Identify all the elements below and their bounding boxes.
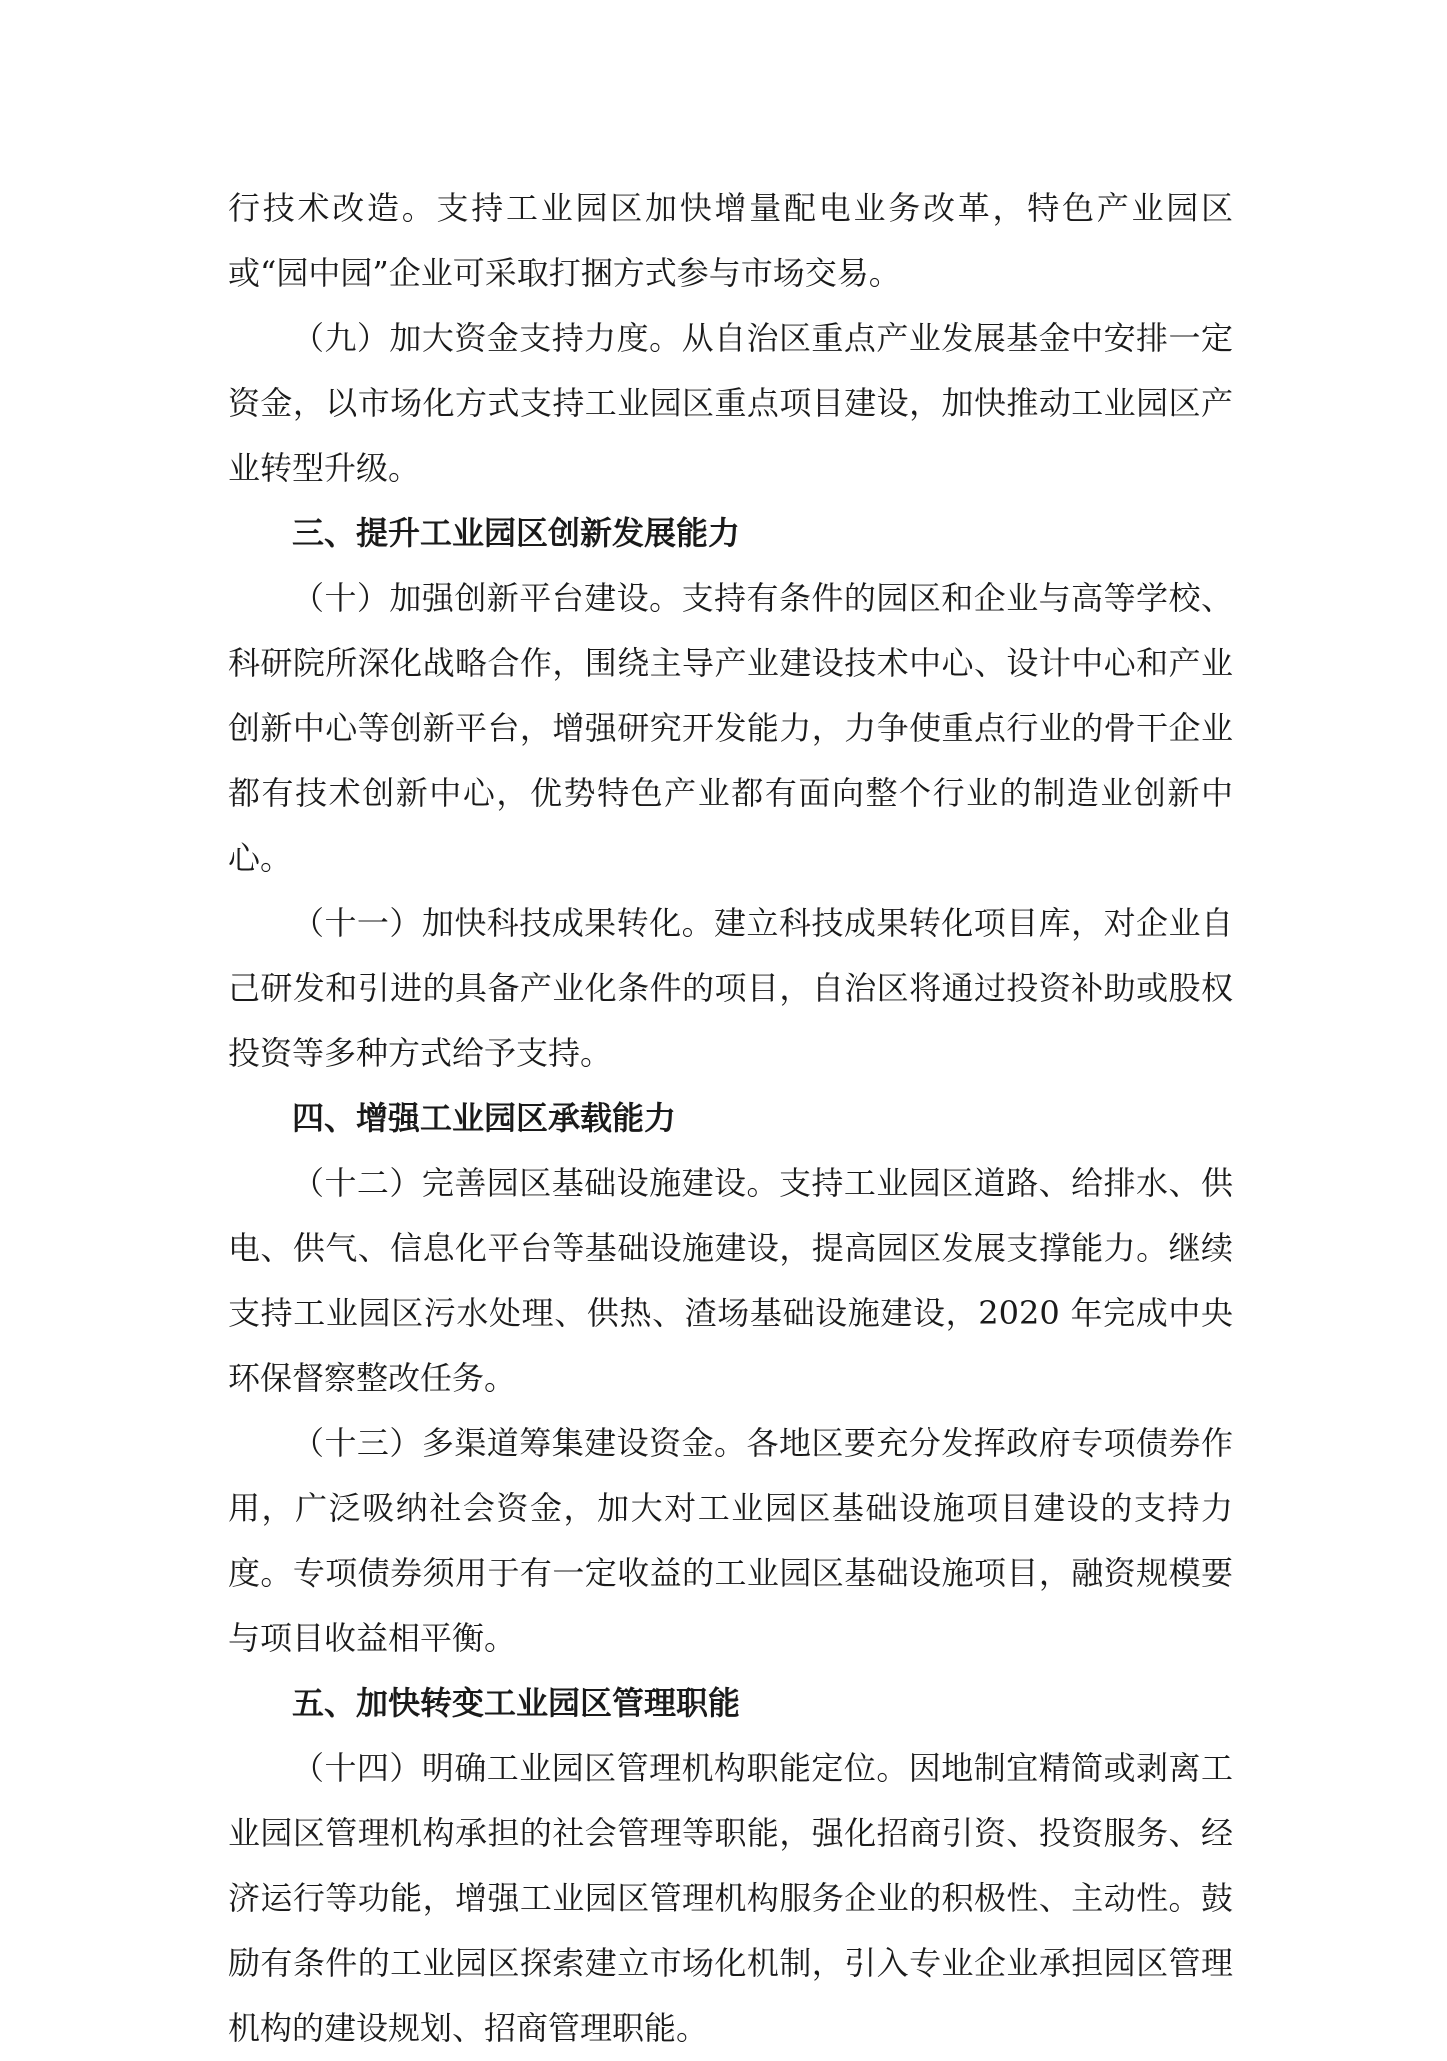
paragraph-item-10: （十）加强创新平台建设。支持有条件的园区和企业与高等学校、科研院所深化战略合作，围绕主导产业建设技术中心、设计中心和产业创新中心等创新平台，增强研究开发能力，力争使重点行业的骨干企业都有技术创新中心，优势特色产业都有面向整个行业的制造业创新中心。 <box>228 579 1233 877</box>
paragraph-item-14: （十四）明确工业园区管理机构职能定位。因地制宜精简或剥离工业园区管理机构承担的社会管理等职能，强化招商引资、投资服务、经济运行等功能，增强工业园区管理机构服务企业的积极性、主动性。鼓励有条件的工业园区探索建立市场化机制，引入专业企业承担园区管理机构的建设规划、招商管理职能。 <box>228 1749 1233 2047</box>
paragraph-item-11: （十一）加快科技成果转化。建立科技成果转化项目库，对企业自己研发和引进的具备产业化条件的项目，自治区将通过投资补助或股权投资等多种方式给予支持。 <box>228 904 1233 1072</box>
section-heading-3: 三、提升工业园区创新发展能力 <box>292 514 741 552</box>
paragraph-item-12: （十二）完善园区基础设施建设。支持工业园区道路、给排水、供电、供气、信息化平台等基础设施建设，提高园区发展支撑能力。继续支持工业园区污水处理、供热、渣场基础设施建设，2020 年完成中央环保督察整改任务。 <box>228 1164 1233 1397</box>
section-heading-4: 四、增强工业园区承载能力 <box>292 1099 677 1137</box>
paragraph-item-9: （九）加大资金支持力度。从自治区重点产业发展基金中安排一定资金，以市场化方式支持工业园区重点项目建设，加快推动工业园区产业转型升级。 <box>228 319 1233 487</box>
section-heading-5: 五、加快转变工业园区管理职能 <box>292 1684 741 1722</box>
document-body <box>228 176 1233 2061</box>
paragraph-continuation: 行技术改造。支持工业园区加快增量配电业务改革，特色产业园区或“园中园”企业可采取打捆方式参与市场交易。 <box>228 189 1233 292</box>
paragraph-item-13: （十三）多渠道筹集建设资金。各地区要充分发挥政府专项债券作用，广泛吸纳社会资金，加大对工业园区基础设施项目建设的支持力度。专项债券须用于有一定收益的工业园区基础设施项目，融资规模要与项目收益相平衡。 <box>228 1424 1233 1657</box>
